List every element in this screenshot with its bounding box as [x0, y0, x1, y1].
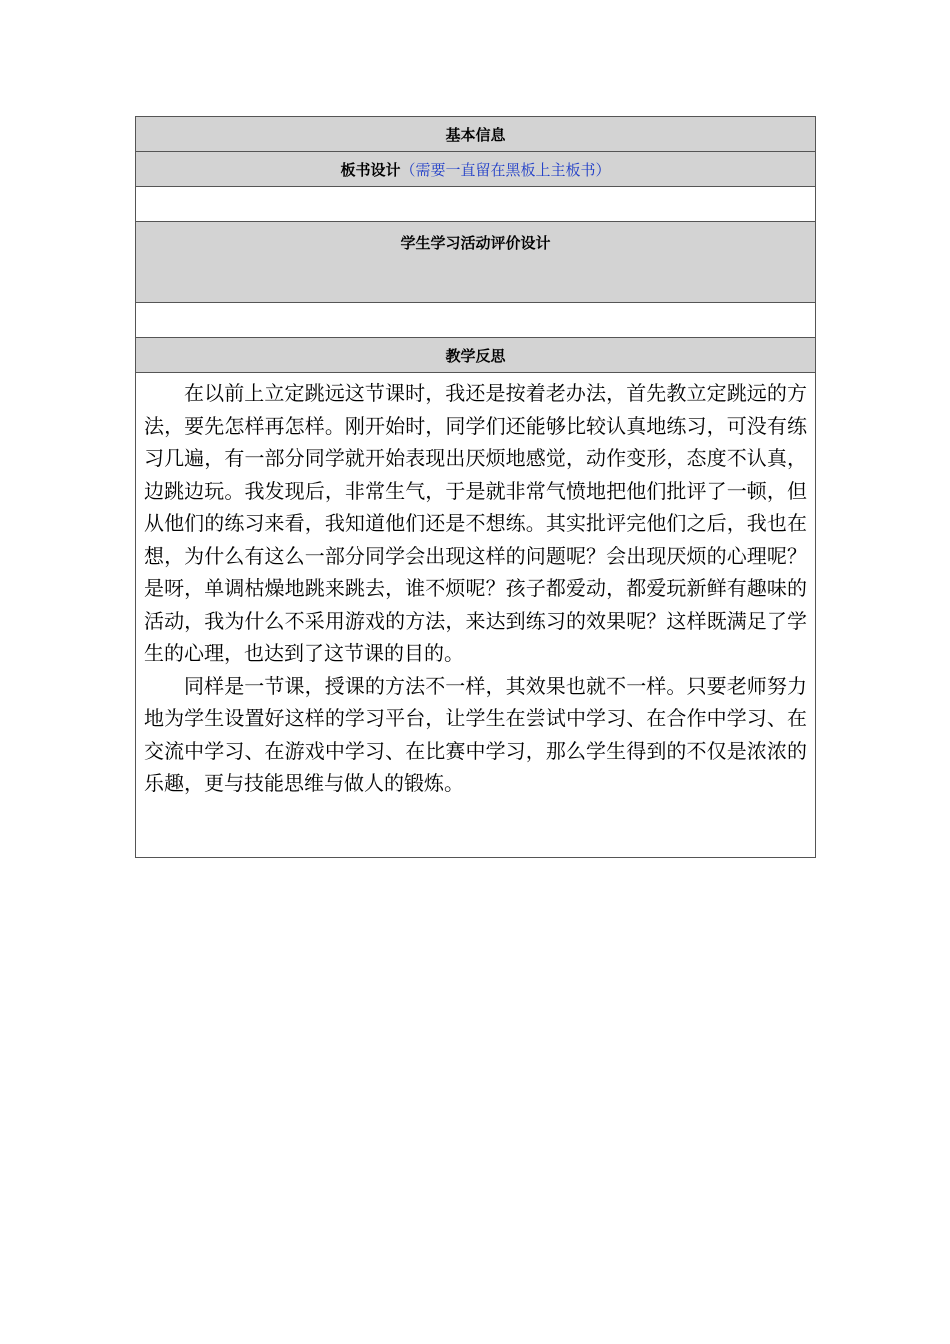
reflection-paragraph-2: 同样是一节课，授课的方法不一样，其效果也就不一样。只要老师努力地为学生设置好这样的学习平台，让学生在尝试中学习、在合作中学习、在交流中学习、在游戏中学习、在比赛中学习，那么学生得到的不仅是浓浓的乐趣，更与技能思维与做人的锻炼。	[144, 673, 807, 795]
board-design-paren-open: （	[400, 160, 416, 179]
reflection-content-cell	[136, 373, 816, 858]
reflection-header: 教学反思	[136, 338, 816, 373]
basic-info-header: 基本信息	[136, 117, 816, 152]
evaluation-row	[136, 222, 816, 303]
reflection-row	[136, 338, 816, 373]
evaluation-content-cell	[136, 303, 816, 338]
board-design-label: 板书设计	[340, 160, 401, 179]
reflection-paragraph-1: 在以前上立定跳远这节课时，我还是按着老办法，首先教立定跳远的方法，要先怎样再怎样。刚开始时，同学们还能够比较认真地练习，可没有练习几遍，有一部分同学就开始表现出厌烦地感觉，动作变形，态度不认真，边跳边玩。我发现后，非常生气，于是就非常气愤地把他们批评了一顿，但从他们的练习来看，我知道他们还是不想练。其实批评完他们之后，我也在想，为什么有这么一部分同学会出现这样的问题呢？会出现厌烦的心理呢？是呀，单调枯燥地跳来跳去，谁不烦呢？孩子都爱动，都爱玩新鲜有趣味的活动，我为什么不采用游戏的方法，来达到练习的效果呢？这样既满足了学生的心理，也达到了这节课的目的。	[144, 381, 807, 665]
board-design-header	[136, 152, 816, 187]
reflection-content-row	[136, 373, 816, 858]
board-design-content-cell	[136, 187, 816, 222]
evaluation-header: 学生学习活动评价设计	[136, 222, 816, 303]
evaluation-content-row	[136, 303, 816, 338]
basic-info-row	[136, 117, 816, 152]
board-design-paren-close: ）	[595, 160, 611, 179]
board-design-note: 需要一直留在黑板上主板书	[415, 160, 596, 179]
board-design-content-row	[136, 187, 816, 222]
lesson-plan-table	[135, 116, 816, 858]
board-design-row	[136, 152, 816, 187]
